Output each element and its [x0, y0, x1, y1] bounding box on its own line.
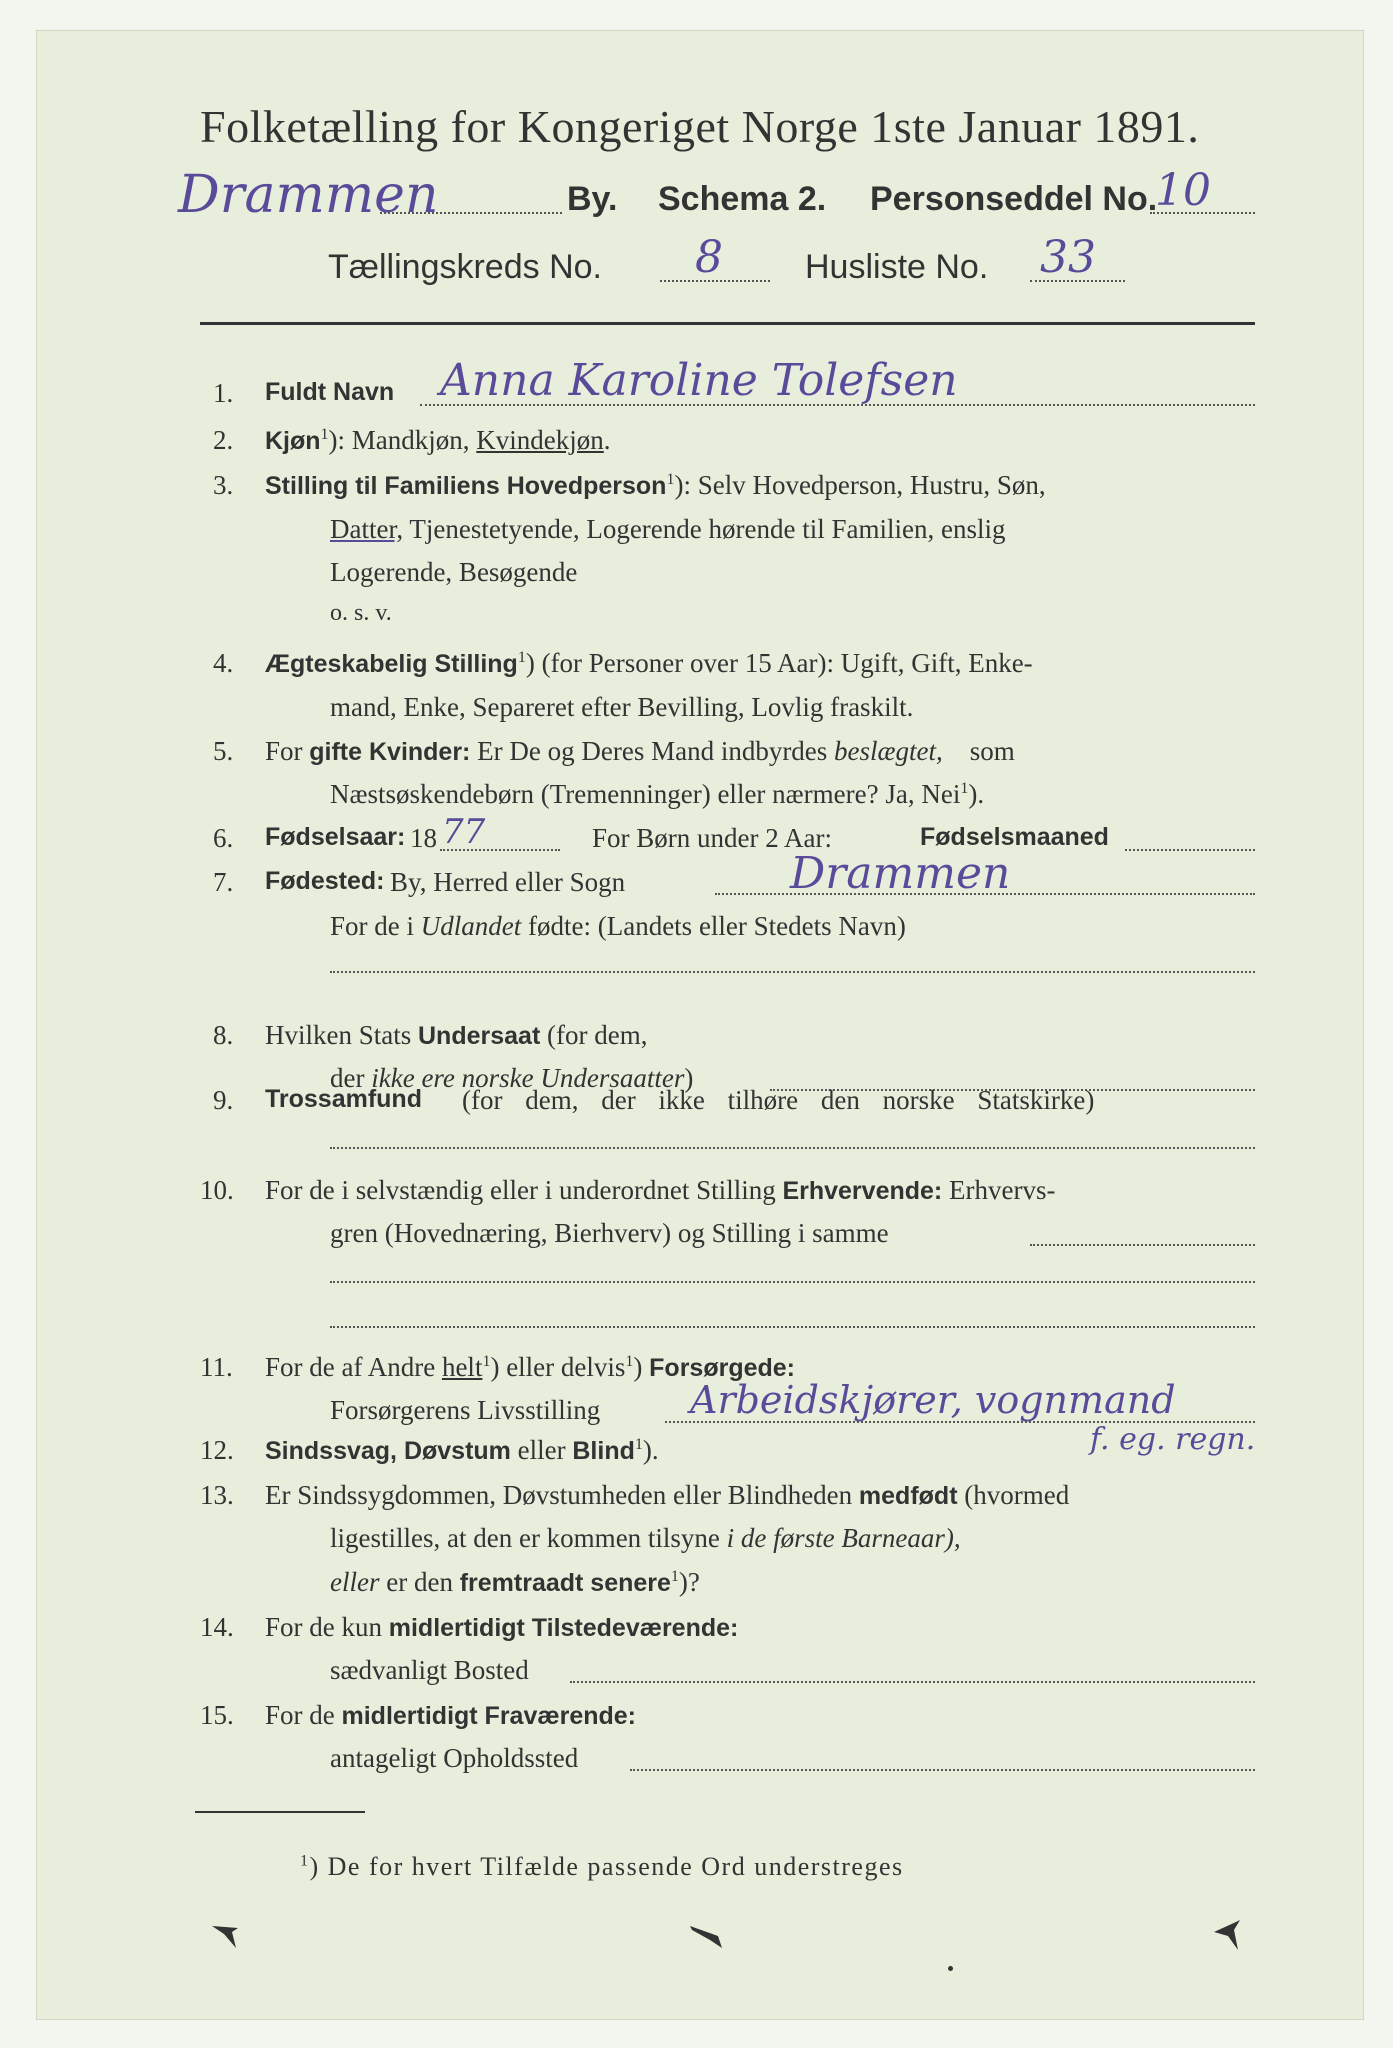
gifte-text: Er De og Deres Mand indbyrdes — [477, 736, 828, 766]
dotted-line — [1030, 1244, 1255, 1246]
form-title: Folketælling for Kongeriget Norge 1ste Januar 1891. — [200, 101, 1200, 152]
erhverv-prefix: For de i selvstændig eller i underordnet Stilling — [265, 1175, 776, 1205]
dotted-line — [330, 971, 1255, 973]
item-number: 8. — [213, 1020, 234, 1050]
tilstede-label: midlertidigt Tilstedeværende: — [388, 1614, 739, 1642]
stilling-label: Stilling til Familiens Hovedperson — [265, 472, 667, 500]
item-number: 10. — [200, 1175, 234, 1205]
eller-italic: eller — [330, 1567, 380, 1597]
kvindekjon-underlined: Kvindekjøn — [476, 425, 604, 455]
erhverv-row — [265, 1175, 1055, 1206]
dotted-line — [715, 893, 1255, 895]
tilsyne-text: ligestilles, at den er kommen tilsyne — [330, 1523, 720, 1553]
erhverv-suffix: Erhvervs- — [949, 1175, 1056, 1205]
medfodt-row — [265, 1480, 1069, 1511]
undersaat-prefix: Hvilken Stats — [265, 1020, 412, 1050]
gifte-row — [265, 736, 1015, 767]
udlandet-suffix: fødte: (Landets eller Stedets Navn) — [528, 911, 906, 941]
udlandet-text: Udlandet — [420, 911, 522, 941]
year-prefix: 18 — [410, 823, 437, 853]
footnote — [300, 1852, 904, 1882]
sindssvag-row: Sindssvag, Døvstum eller Blind$^1$). — [265, 1435, 659, 1465]
tilstede-prefix: For de kun — [265, 1612, 382, 1642]
stilling-row-2 — [330, 514, 1005, 545]
footnote-text: ) De for hvert Tilfælde passende Ord understreges — [309, 1852, 904, 1881]
row-end: . — [603, 425, 611, 455]
delvis-text: ) eller delvis — [490, 1352, 626, 1382]
medfodt-row-2 — [330, 1523, 961, 1554]
dotted-line — [630, 1769, 1255, 1771]
item-number: 1. — [213, 378, 234, 408]
blind-label: Blind — [572, 1437, 635, 1465]
som-text: som — [969, 736, 1015, 766]
dotted-line — [440, 849, 560, 851]
kjon-label: Kjøn — [265, 427, 321, 455]
udlandet-prefix: For de i — [330, 911, 414, 941]
fodselsmaaned-label: Fødselsmaaned — [920, 823, 1109, 851]
item-number: 9. — [213, 1085, 234, 1115]
item-number: 13. — [200, 1480, 234, 1510]
gifte-row-2: Næstsøskendebørn (Tremenninger) eller nærmere? Ja, Nei$^1$). — [330, 779, 985, 809]
datter-underlined: Datter, — [330, 514, 404, 544]
beslaegtet-text: beslægtet, — [834, 736, 943, 766]
helt-underlined: helt — [441, 1352, 483, 1382]
undersaat-label: Undersaat — [418, 1022, 541, 1050]
medfodt-suffix: (hvormed — [964, 1480, 1070, 1510]
dotted-line — [330, 1281, 1255, 1283]
aegteskab-options: ) (for Personer over 15 Aar): Ugift, Gift, Enke- — [525, 648, 1033, 678]
birthplace-value: Drammen — [790, 848, 1011, 899]
trossamfund-text: (for dem, der ikke tilhøre den norske Statskirke) — [462, 1085, 1095, 1115]
fodested-label: Fødested: — [265, 867, 385, 895]
dotted-line — [1125, 849, 1255, 851]
row-end: )? — [678, 1567, 700, 1597]
corner-mark-icon — [1210, 1918, 1246, 1954]
dotted-line — [420, 404, 1255, 406]
by-label: By. — [567, 180, 618, 218]
full-name-value: Anna Karoline Tolefsen — [440, 355, 958, 406]
schema-label: Schema 2. — [658, 180, 827, 218]
provider-occupation-value-2: f. eg. regn. — [1090, 1422, 1256, 1457]
item-number: 11. — [200, 1352, 233, 1382]
kreds-number: 8 — [695, 232, 723, 283]
forsorgede-label: Forsørgede: — [649, 1354, 796, 1382]
livsstilling-label: Forsørgerens Livsstilling — [330, 1395, 601, 1425]
dotted-line — [660, 280, 770, 282]
trossamfund-label: Trossamfund — [265, 1085, 422, 1113]
city-handwritten: Drammen — [178, 165, 439, 225]
fravaerende-row — [265, 1700, 636, 1731]
personseddel-number: 10 — [1155, 165, 1211, 216]
born-under-text: For Børn under 2 Aar: — [592, 823, 832, 853]
item-number: 3. — [213, 470, 234, 500]
der-text: der — [330, 1063, 365, 1093]
stilling-row-3: Logerende, Besøgende — [330, 557, 578, 587]
sindssvag-label: Sindssvag, Døvstum — [265, 1437, 511, 1465]
fodselsaar-label: Fødselsaar: — [265, 823, 406, 851]
census-form — [36, 30, 1364, 2020]
stilling-row: Stilling til Familiens Hovedperson$^1$): Selv Hovedperson, Hustru, Søn, — [265, 470, 1046, 500]
provider-occupation-value: Arbeidskjører, vognmand — [690, 1378, 1176, 1422]
personseddel-label: Personseddel No. — [870, 180, 1158, 218]
gifte-prefix: For — [265, 736, 303, 766]
item-number: 7. — [213, 867, 234, 897]
gifte-label: gifte Kvinder: — [309, 738, 471, 766]
udlandet-row — [330, 911, 906, 942]
item-number: 5. — [213, 736, 234, 766]
kjon-row — [265, 425, 611, 456]
aegteskab-row-2: mand, Enke, Separeret efter Bevilling, Lovlig fraskilt. — [330, 692, 914, 722]
kreds-label: Tællingskreds No. — [328, 248, 602, 286]
dotted-line — [330, 1147, 1255, 1149]
stilling-options-2: Tjenestetyende, Logerende hørende til Familien, enslig — [409, 514, 1006, 544]
item-number: 12. — [200, 1435, 234, 1465]
aegteskab-row: Ægteskabelig Stilling$^1$) (for Personer over 15 Aar): Ugift, Gift, Enke- — [265, 648, 1033, 678]
forsorgede-prefix: For de af Andre — [265, 1352, 436, 1382]
medfodt-prefix: Er Sindssygdommen, Døvstumheden eller Blindheden — [265, 1480, 853, 1510]
fravaerende-prefix: For de — [265, 1700, 335, 1730]
barneaar-text: i de første Barneaar), — [726, 1523, 961, 1553]
item-number: 4. — [213, 648, 234, 678]
eller-text: eller — [517, 1435, 566, 1465]
dotted-line — [380, 212, 562, 214]
gifte-text-2: Næstsøskendebørn (Tremenninger) eller nærmere? Ja, Nei — [330, 779, 961, 809]
stilling-options: ): Selv Hovedperson, Hustru, Søn, — [674, 470, 1046, 500]
fravaerende-label: midlertidigt Fraværende: — [341, 1702, 636, 1730]
footnote-marker: 1 — [320, 426, 329, 443]
forsorgede-row: For de af Andre helt$^1$) eller delvis$^1$) Forsørgede: — [265, 1352, 796, 1382]
undersaat-suffix: (for dem, — [547, 1020, 648, 1050]
undersaat-row — [265, 1020, 647, 1051]
footnote-marker: 1 — [300, 1852, 310, 1870]
dotted-line — [570, 1681, 1255, 1683]
medfodt-label: medfødt — [858, 1482, 958, 1510]
husliste-number: 33 — [1040, 232, 1096, 283]
item-number: 2. — [213, 425, 234, 455]
item-number: 14. — [200, 1612, 234, 1642]
fremtraadt-label: fremtraadt senere — [459, 1569, 671, 1597]
tilstede-row — [265, 1612, 738, 1643]
ikke-norske-text: ikke ere norske Undersaatter — [371, 1063, 685, 1093]
item-number: 15. — [200, 1700, 234, 1730]
bosted-label: sædvanligt Bosted — [330, 1655, 529, 1685]
kjon-options: ): Mandkjøn, — [328, 425, 470, 455]
er-den-text: er den — [386, 1567, 453, 1597]
center-mark-icon — [688, 1922, 724, 1952]
paren-close: ) — [684, 1063, 694, 1093]
husliste-label: Husliste No. — [805, 248, 989, 286]
stilling-row-4: o. s. v. — [330, 600, 392, 626]
dot-mark — [948, 1966, 953, 1971]
footnote-rule — [195, 1811, 365, 1813]
birth-year-value: 77 — [442, 812, 486, 852]
dotted-line — [330, 1326, 1255, 1328]
row-end: ). — [642, 1435, 659, 1465]
corner-mark-icon — [210, 1922, 240, 1952]
opholdssted-label: antageligt Opholdssted — [330, 1743, 579, 1773]
header-rule — [200, 322, 1255, 325]
medfodt-row-3: eller er den fremtraadt senere$^1$)? — [330, 1567, 700, 1597]
fuldt-navn-label: Fuldt Navn — [265, 378, 395, 406]
item-number: 6. — [213, 823, 234, 853]
dotted-line — [1030, 280, 1125, 282]
erhverv-row-2: gren (Hovednæring, Bierhverv) og Stilling i samme — [330, 1218, 889, 1248]
dotted-line — [1150, 212, 1255, 214]
aegteskab-label: Ægteskabelig Stilling — [265, 650, 518, 678]
erhverv-label: Erhvervende: — [782, 1177, 943, 1205]
fodested-options: By, Herred eller Sogn — [390, 867, 626, 897]
